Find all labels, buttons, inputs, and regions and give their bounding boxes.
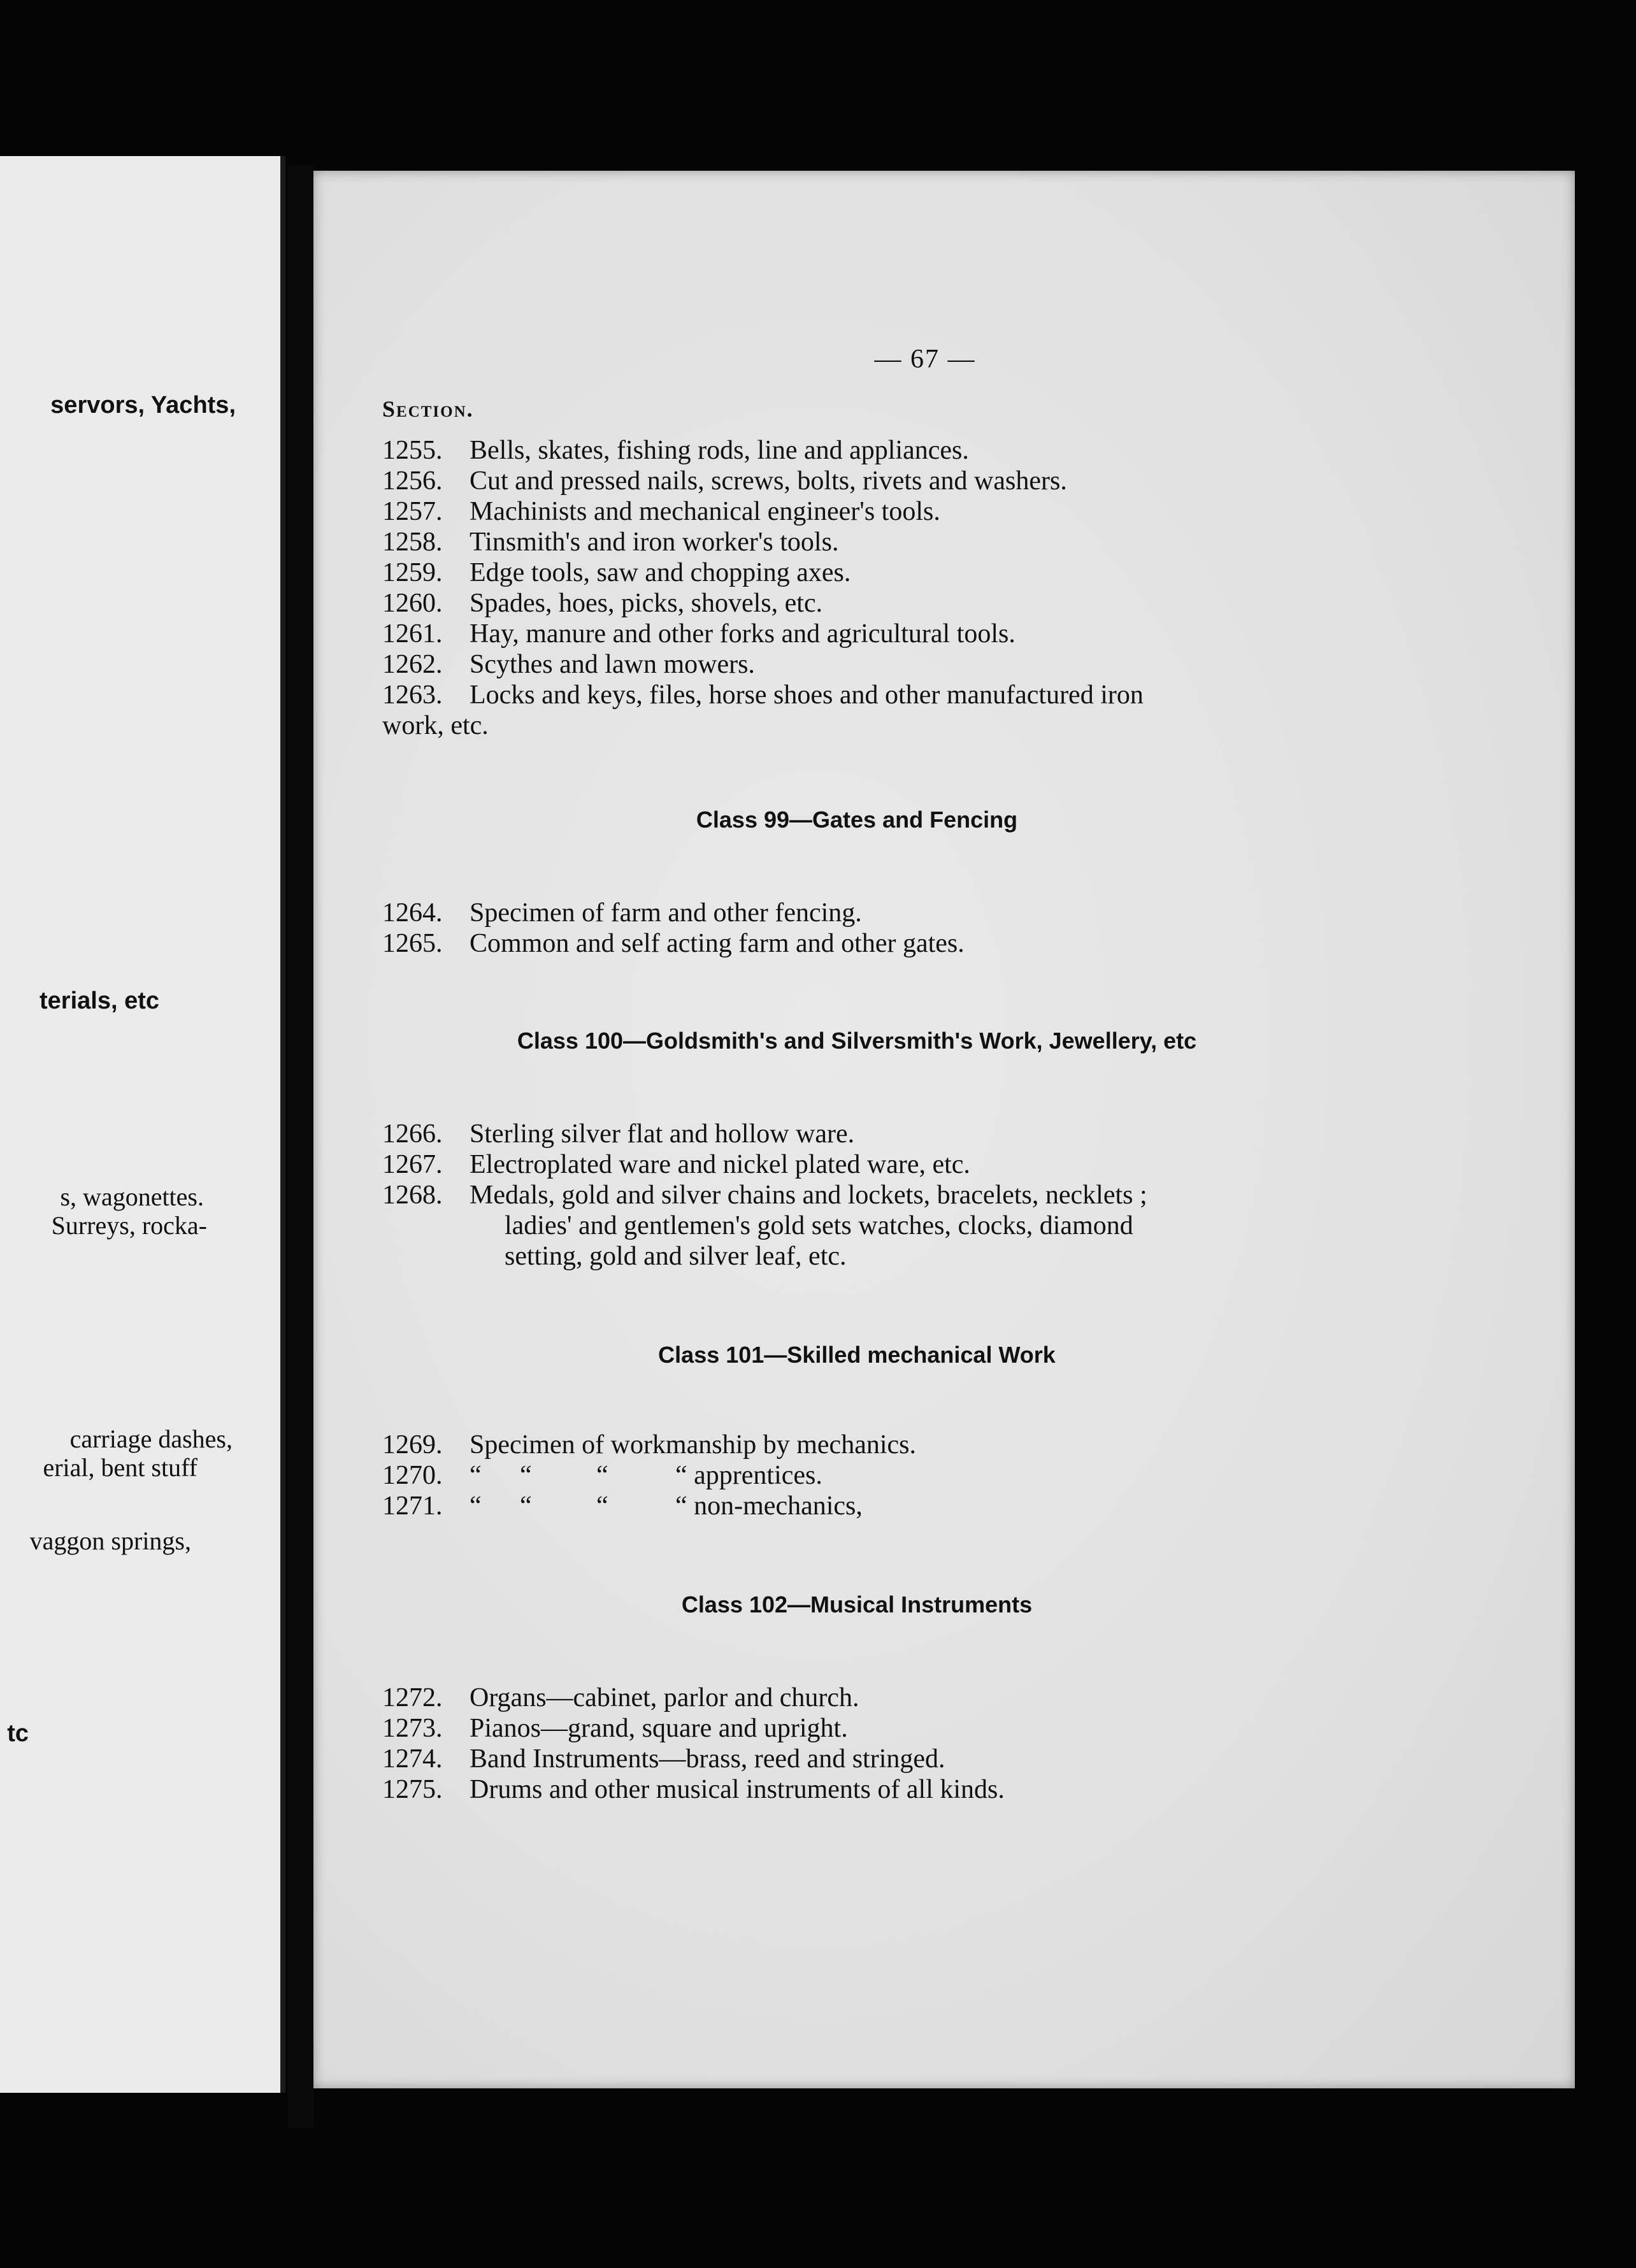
list-item: 1256. Cut and pressed nails, screws, bolts, rivets and washers. bbox=[382, 466, 1067, 496]
list-item: 1260. Spades, hoes, picks, shovels, etc. bbox=[382, 589, 823, 618]
book-page: — 67 — Section. 1255. Bells, skates, fishing rods, line and appliances. 1256. Cut and pressed nails, screws, bolts, rivets and washers. 1257. Machinists and mechanical engineer's tools. 1258. Tinsmith's and iron worker's tools. 1259. Edge tools, saw and chopping axes. 1260. Spades, hoes, picks, shovels, etc. 1261. Hay, manure and other forks and agricultural tools. 1262. Scythes and lawn mowers. 1263. Locks and keys, files, horse shoes and other manufactured iron work, etc. Class 99—Gates and Fencing 1264. Specimen of farm and other fencing. 1265. Common and self acting farm and other gates. Class 100—Goldsmith's and Silversmith's Work, Jewellery, etc 1266. Sterling silver flat and hollow ware. 1267. Electroplated ware and nickel plated ware, etc. 1268. Medals, gold and silver chains and lockets, bracelets, necklets ; ladies' and gentlemen's gold sets watches, clocks, diamond setting, gold and silver leaf, etc. Class 101—Skilled mechanical Work 1269. Specimen of workmanship by mechanics. 1270. “ “ “ “ apprentices. 1271. “ “ “ “ non-mechanics, Class 102—Musical Instruments 1272. Organs—cabinet, parlor and church. 1273. Pianos—grand, square and upright. 1274. Band Instruments—brass, reed and stringed. 1275. Drums and other musical instruments of all kinds. bbox=[313, 171, 1575, 2088]
list-item: 1267. Electroplated ware and nickel plated ware, etc. bbox=[382, 1150, 970, 1179]
class-heading: Class 100—Goldsmith's and Silversmith's Work, Jewellery, etc bbox=[517, 1028, 1197, 1054]
list-item: 1262. Scythes and lawn mowers. bbox=[382, 650, 755, 679]
left-page-line: Surreys, rocka- bbox=[51, 1211, 207, 1240]
list-item: 1265. Common and self acting farm and other gates. bbox=[382, 929, 965, 958]
class-heading: Class 101—Skilled mechanical Work bbox=[658, 1342, 1056, 1368]
list-item-continuation: ladies' and gentlemen's gold sets watches, clocks, diamond bbox=[505, 1211, 1133, 1240]
previous-page-fragment bbox=[0, 156, 285, 2093]
list-item: 1272. Organs—cabinet, parlor and church. bbox=[382, 1683, 859, 1712]
left-page-line: carriage dashes, bbox=[69, 1425, 233, 1453]
page-number: — 67 — bbox=[874, 345, 976, 374]
list-item: 1257. Machinists and mechanical engineer's tools. bbox=[382, 497, 940, 526]
left-page-line: tc bbox=[7, 1720, 29, 1747]
list-item: 1263. Locks and keys, files, horse shoes and other manufactured iron bbox=[382, 680, 1144, 710]
list-item: 1269. Specimen of workmanship by mechanics. bbox=[382, 1430, 916, 1460]
left-page-line: s, wagonettes. bbox=[60, 1182, 204, 1211]
list-item-continuation: setting, gold and silver leaf, etc. bbox=[505, 1242, 847, 1271]
list-item: 1275. Drums and other musical instruments of all kinds. bbox=[382, 1775, 1005, 1804]
list-item: 1268. Medals, gold and silver chains and lockets, bracelets, necklets ; bbox=[382, 1181, 1147, 1210]
list-item: 1258. Tinsmith's and iron worker's tools. bbox=[382, 528, 839, 557]
section-label: Section. bbox=[382, 396, 474, 422]
list-item: 1274. Band Instruments—brass, reed and stringed. bbox=[382, 1744, 945, 1774]
book-gutter bbox=[288, 166, 313, 2128]
class-heading: Class 102—Musical Instruments bbox=[681, 1591, 1033, 1618]
list-item: 1261. Hay, manure and other forks and agricultural tools. bbox=[382, 619, 1015, 649]
class-heading: Class 99—Gates and Fencing bbox=[696, 807, 1018, 833]
left-page-line: vaggon springs, bbox=[29, 1526, 191, 1555]
list-item-continuation: work, etc. bbox=[382, 711, 489, 740]
list-item: 1273. Pianos—grand, square and upright. bbox=[382, 1714, 848, 1743]
list-item: 1264. Specimen of farm and other fencing. bbox=[382, 898, 862, 928]
left-page-line: servors, Yachts, bbox=[50, 392, 236, 419]
left-page-line: terials, etc bbox=[39, 987, 159, 1014]
list-item: 1255. Bells, skates, fishing rods, line and appliances. bbox=[382, 436, 969, 465]
left-page-line: erial, bent stuff bbox=[43, 1453, 197, 1482]
list-item: 1266. Sterling silver flat and hollow ware. bbox=[382, 1119, 855, 1149]
list-item: 1259. Edge tools, saw and chopping axes. bbox=[382, 558, 851, 587]
